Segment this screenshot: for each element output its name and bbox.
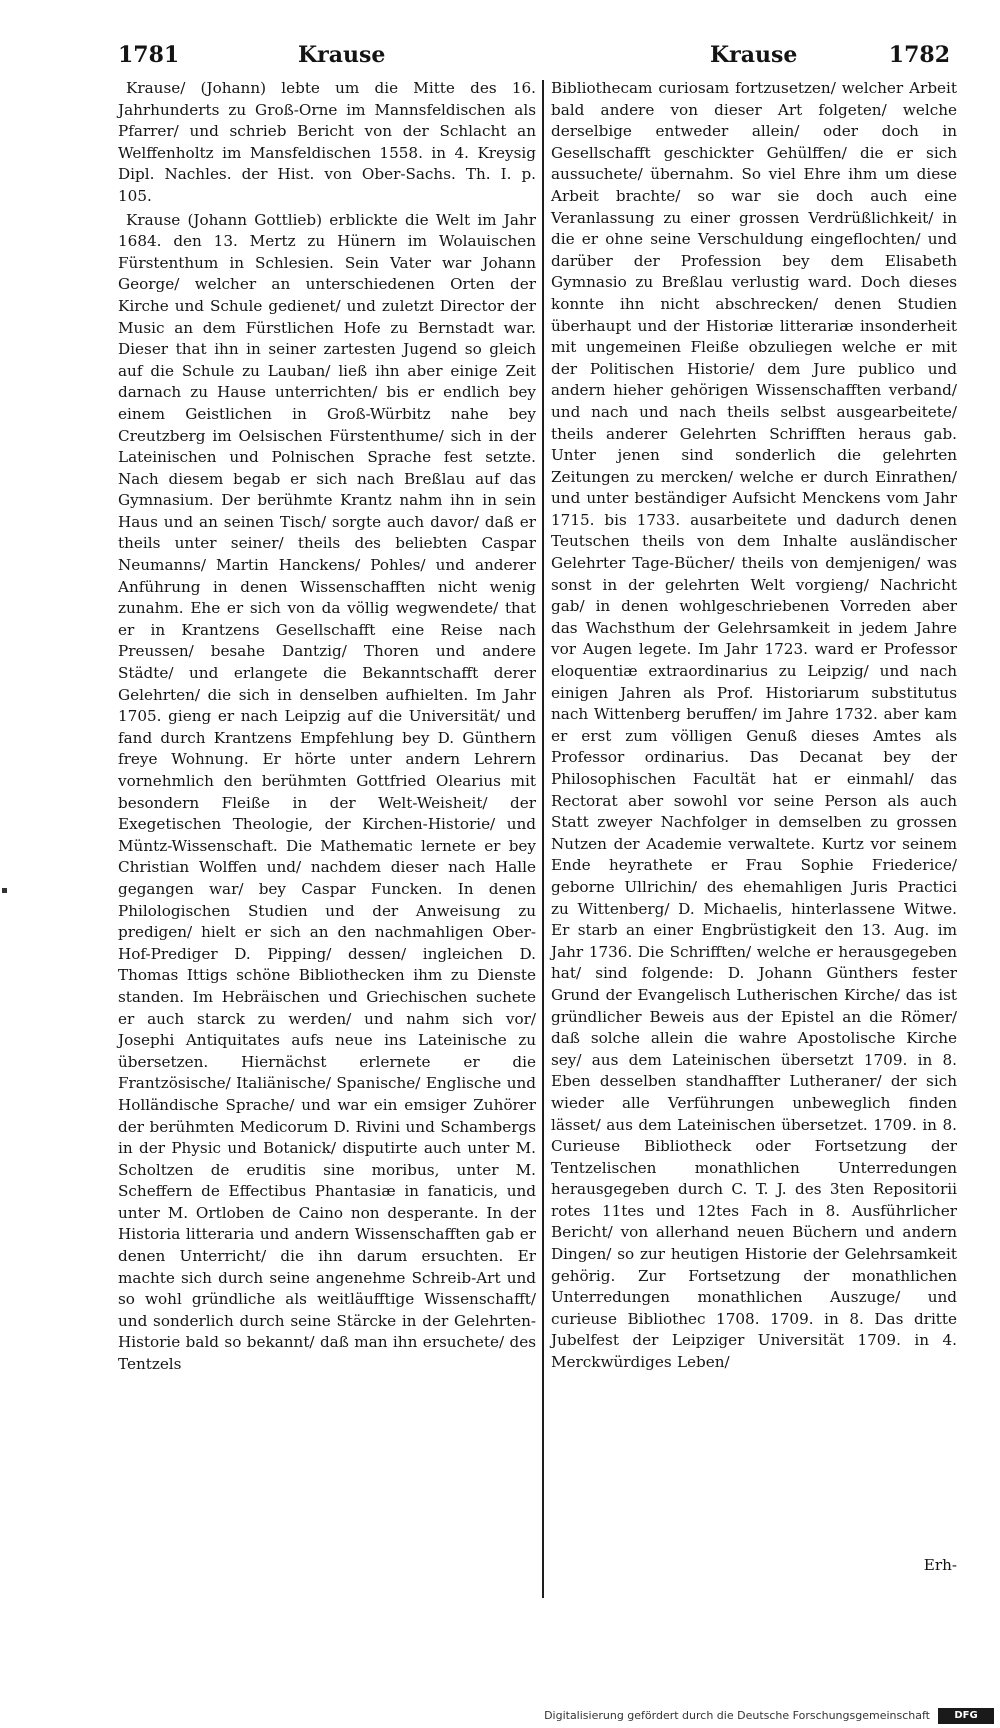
entry-continuation: Bibliothecam curiosam fortzusetzen/ welcher Arbeit bald andere von dieser Art folgeten/ welche derselbige entweder allein/ oder doch in Gesellschafft geschickter Gehülffen/ die er sich aussuchete/ übernahm. So viel Ehre ihm um diese Arbeit brachte/ so war sie doch auch eine Veranlassung zu einer grossen Verdrüßlichkeit/ in die er ohne seine Verschuldung eingeflochten/ und darüber der Profession bey dem Elisabeth Gymnasio zu Breßlau verlustig ward. Doch dieses konnte ihn nicht abschrecken/ denen Studien überhaupt und der Historiæ litterariæ insonderheit mit ungemeinen Fleiße obzuliegen welche er mit der Politischen Historie/ dem Jure publico und andern hieher gehörigen Wissenschafften verband/ und nach und nach theils selbst ausgearbeitete/ theils anderer Gelehrten Schrifften heraus gab. Unter jenen sind sonderlich die gelehrten Zeitungen zu mercken/ welche er durch Einrathen/ und unter beständiger Aufsicht Menckens vom Jahr 1715. bis 1733. ausarbeitete und dadurch denen Teutschen theils von dem Inhalte ausländischer Gelehrter Tage-Bücher/ theils von demjenigen/ was sonst in der gelehrten Welt vorgieng/ Nachricht gab/ in denen wohlgeschriebenen Vorreden aber das Wachsthum der Gelehrsamkeit in jedem Jahre vor Augen legete. Im Jahr 1723. ward er Professor eloquentiæ extraordinarius zu Leipzig/ und nach einigen Jahren als Prof. Historiarum substitutus nach Wittenberg beruffen/ im Jahre 1732. aber kam er erst zum völligen Genuß dieses Amtes als Professor ordinarius. Das Decanat bey der Philosophischen Facultät hat er einmahl/ das Rectorat aber sowohl vor seine Person als auch Statt zweyer Nachfolger in demselben zu grossen Nutzen der Academie verwaltete. Kurtz vor seinem Ende heyrathete er Frau Sophie Friederice/ geborne Ullrichin/ des ehemahligen Juris Practici zu Wittenberg/ D. Michaelis, hinterlassene Witwe. Er starb an einer Engbrüstigkeit den 13. Aug. im Jahr 1736. Die Schrifften/ welche er herausgegeben hat/ sind folgende: D. Johann Günthers fester Grund der Evangelisch Lutherischen Kirche/ das ist gründlicher Beweis aus der Epistel an die Römer/ daß solche allein die wahre Apostolische Kirche sey/ aus dem Lateinischen übersetzt 1709. in 8. Eben desselben standhaffter Lutheraner/ der sich wieder alle Verführungen unbeweglich finden lässet/ aus dem Lateinischen übersetzet. 1709. in 8. Curieuse Bibliotheck oder Fortsetzung der Tentzelischen monathlichen Unterredungen herausgegeben durch C. T. J. des 3ten Repositorii rotes 11tes und 12tes Fach in 8. Ausführlicher Bericht/ von allerhand neuen Büchern und andern Dingen/ so zur heutigen Historie der Gelehrsamkeit gehörig. Zur Fortsetzung der monathlichen Unterredungen monathlichen Auszuge/ und curieuse Bibliothec 1708. 1709. in 8. Das dritte Jubelfest der Leipziger Universität 1709. in 4. Merckwürdiges Leben/ [551,79,957,1372]
left-column [118,78,536,1598]
right-column [551,78,957,1598]
page-number-left: 1781 [118,42,180,68]
margin-mark [2,888,7,893]
entry-krause-johann-gottlieb: Krause (Johann Gottlieb) erblickte die Welt im Jahr 1684. den 13. Mertz zu Hünern im Wolauischen Fürstenthum in Schlesien. Sein Vater war Johann George/ welcher an unterschiedenen Orten der Kirche und Schule gedienet/ und zuletzt Director der Music an dem Fürstlichen Hofe zu Bernstadt war. Dieser that ihn in seiner zartesten Jugend so gleich auf die Schule zu Lauban/ ließ ihn aber einige Zeit darnach zu Hause unterrichten/ bis er endlich bey einem Geistlichen in Groß-Würbitz nahe bey Creutzberg im Oelsischen Fürstenthume/ sich in der Lateinischen und Polnischen Sprache fest setzte. Nach diesem begab er sich nach Breßlau auf das Gymnasium. Der berühmte Krantz nahm ihn in sein Haus und an seinen Tisch/ sorgte auch davor/ daß er theils unter seiner/ theils des beliebten Caspar Neumanns/ Martin Hanckens/ Pohles/ und anderer Anführung in denen Wissenschafften nicht wenig zunahm. Ehe er sich von da völlig wegwendete/ that er in Krantzens Gesellschafft eine Reise nach Preussen/ besahe Dantzig/ Thoren und andere Städte/ und erlangete die Bekanntschafft derer Gelehrten/ die sich in denselben aufhielten. Im Jahr 1705. gieng er nach Leipzig auf die Universität/ und fand durch Krantzens Empfehlung bey D. Günthern freye Wohnung. Er hörte unter andern Lehrern vornehmlich den berühmten Gottfried Olearius mit besondern Fleiße in der Welt-Weisheit/ der Exegetischen Theologie, der Kirchen-Historie/ und Müntz-Wissenschaft. Die Mathematic lernete er bey Christian Wolffen und/ nachdem dieser nach Halle gegangen war/ bey Caspar Funcken. In denen Philologischen Studien und der Anweisung zu predigen/ hielt er sich an den nachmahligen Ober-Hof-Prediger D. Pipping/ dessen/ ingleichen D. Thomas Ittigs schöne Bibliothecken ihm zu Dienste standen. Im Hebräischen und Griechischen suchete er auch starck zu werden/ und nahm sich vor/ Josephi Antiquitates aufs neue ins Lateinische zu übersetzen. Hiernächst erlernete er die Frantzösische/ Italiänische/ Spanische/ Englische und Holländische Sprache/ und war ein emsiger Zuhörer der berühmten Medicorum D. Rivini und Schambergs in der Physic und Botanick/ disputirte auch unter M. Scholtzen de eruditis sine moribus, unter M. Scheffern de Effectibus Phantasiæ in fanaticis, und unter M. Ortloben de Caino non desperante. In der Historia litteraria und andern Wissenschafften gab er denen Unterricht/ die ihn darum ersuchten. Er machte sich durch seine angenehme Schreib-Art und so wohl gründliche als weitläufftige Wissenschafft/ und sonderlich durch seine Stärcke in der Gelehrten-Historie bald so bekannt/ daß man ihn ersuchete/ des Tentzels [118,210,536,1374]
column-keyword-left: Krause [298,42,386,68]
page-number-right: 1782 [888,42,950,68]
column-keyword-right: Krause [710,42,798,68]
page-header [118,40,950,74]
dfg-logo: DFG [938,1708,994,1724]
catchword: Erh- [923,1556,957,1574]
entry-krause-johann: Krause/ (Johann) lebte um die Mitte des 16. Jahrhunderts zu Groß-Orne im Mannsfeldischen als Pfarrer/ und schrieb Bericht von der Schlacht an Welffenholtz im Mansfeldischen 1558. in 4. Kreysig Dipl. Nachles. der Hist. von Ober-Sachs. Th. I. p. 105. [118,79,536,205]
column-divider [542,80,544,1598]
digitization-credit: Digitalisierung gefördert durch die Deutsche Forschungsgemeinschaft [544,1709,930,1722]
